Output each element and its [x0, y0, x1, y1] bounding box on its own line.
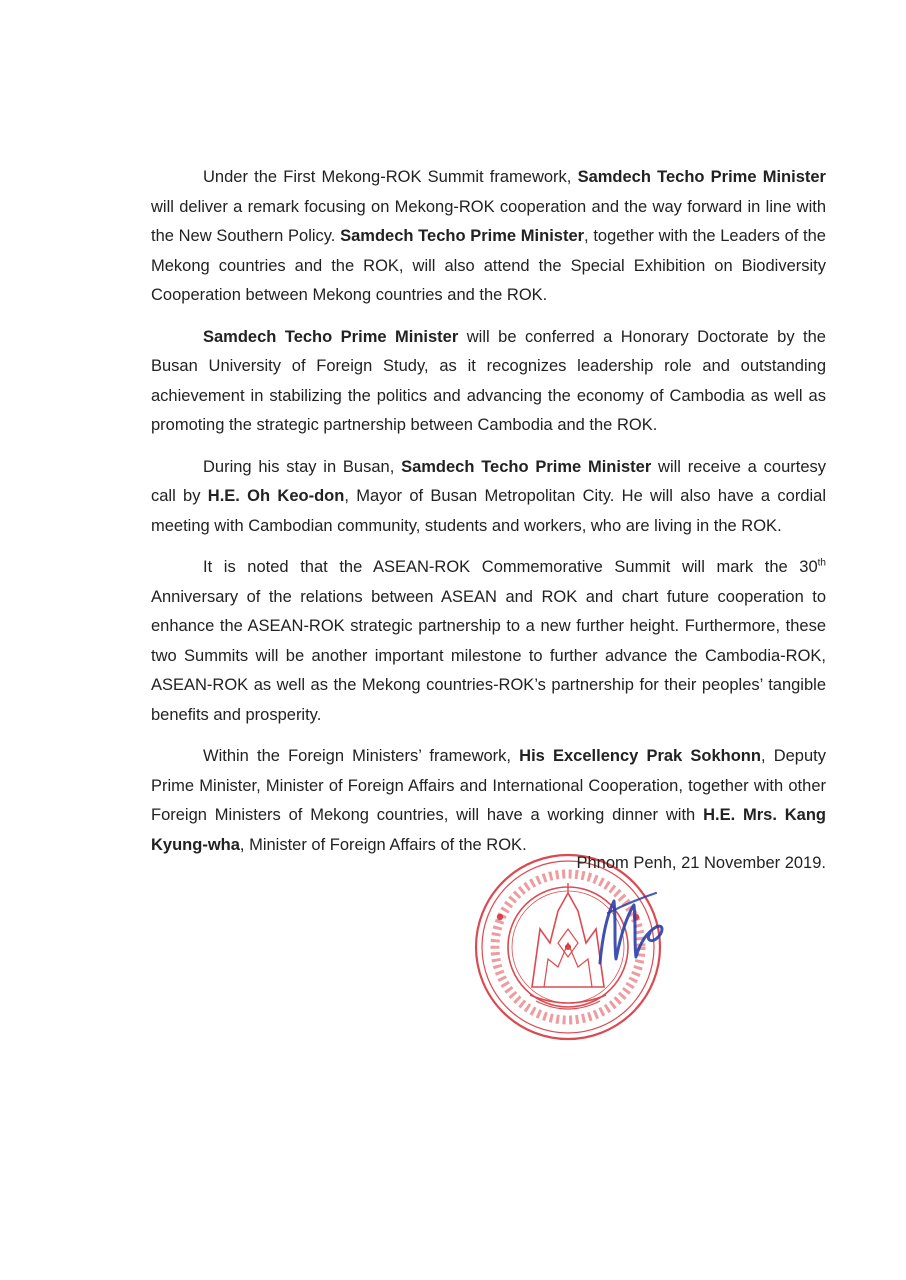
bold-text: H.E. Oh Keo-don — [207, 487, 345, 505]
text-run: , Deputy Prime Minister, Minister of Foreign Affairs and International Cooperation, together with other Foreign Ministers of Mekong countries, will have a working dinner with — [151, 747, 826, 824]
text-run: During his stay in Busan, — [203, 457, 402, 476]
dateline: Phnom Penh, 21 November 2019. — [576, 854, 826, 872]
document-body — [151, 163, 826, 872]
signature — [594, 887, 666, 969]
text-run: will receive a courtesy call by — [151, 457, 826, 505]
paragraph-2 — [151, 323, 826, 441]
paragraph-3 — [151, 453, 826, 542]
text-run: will be conferred a Honorary Doctorate by the Busan University of Foreign Study, as it recognizes leadership role and outstanding achievement in stabilizing the politics and advancing the economy of Cambodia as well as promoting the strategic partnership between Cambodia and the ROK. — [151, 327, 826, 434]
bold-text: Samdech Techo Prime Minister — [203, 327, 459, 346]
text-run: Anniversary of the relations between ASEAN and ROK and chart future cooperation to enhance the ASEAN-ROK strategic partnership to a new further height. Furthermore, these two Summits will be another important milestone to further advance the Cambodia-ROK, ASEAN-ROK as well as the Mekong countries-ROK’s partnership for their peoples’ tangible benefits and prosperity. — [151, 587, 826, 724]
text-run: will deliver a remark focusing on Mekong-ROK cooperation and the way forward in line with the New Southern Policy. — [151, 197, 826, 245]
text-run: Within the Foreign Ministers’ framework, — [203, 747, 520, 765]
paragraph-5 — [151, 742, 826, 860]
text-run: , Minister of Foreign Affairs of the ROK. — [239, 835, 527, 854]
text-run: Under the First Mekong-ROK Summit framework, — [203, 168, 578, 186]
paragraph-4 — [151, 553, 826, 730]
paragraph-1 — [151, 163, 826, 311]
text-run: , Mayor of Busan Metropolitan City. He will also have a cordial meeting with Cambodian community, students and workers, who are living in the ROK. — [151, 487, 827, 535]
bold-text: Samdech Techo Prime Minister — [577, 168, 826, 186]
text-run: It is noted that the ASEAN-ROK Commemorative Summit will mark the 30 — [203, 558, 818, 576]
bold-text: Samdech Techo Prime Minister — [401, 457, 652, 476]
text-run: , together with the Leaders of the Mekong countries and the ROK, will also attend the Special Exhibition on Biodiversity Cooperation between Mekong countries and the ROK. — [151, 227, 826, 304]
bold-text: His Excellency Prak Sokhonn — [519, 747, 761, 765]
superscript: th — [817, 557, 826, 569]
bold-text: Samdech Techo Prime Minister — [340, 227, 585, 245]
bold-text: H.E. Mrs. Kang Kyung-wha — [151, 806, 826, 854]
